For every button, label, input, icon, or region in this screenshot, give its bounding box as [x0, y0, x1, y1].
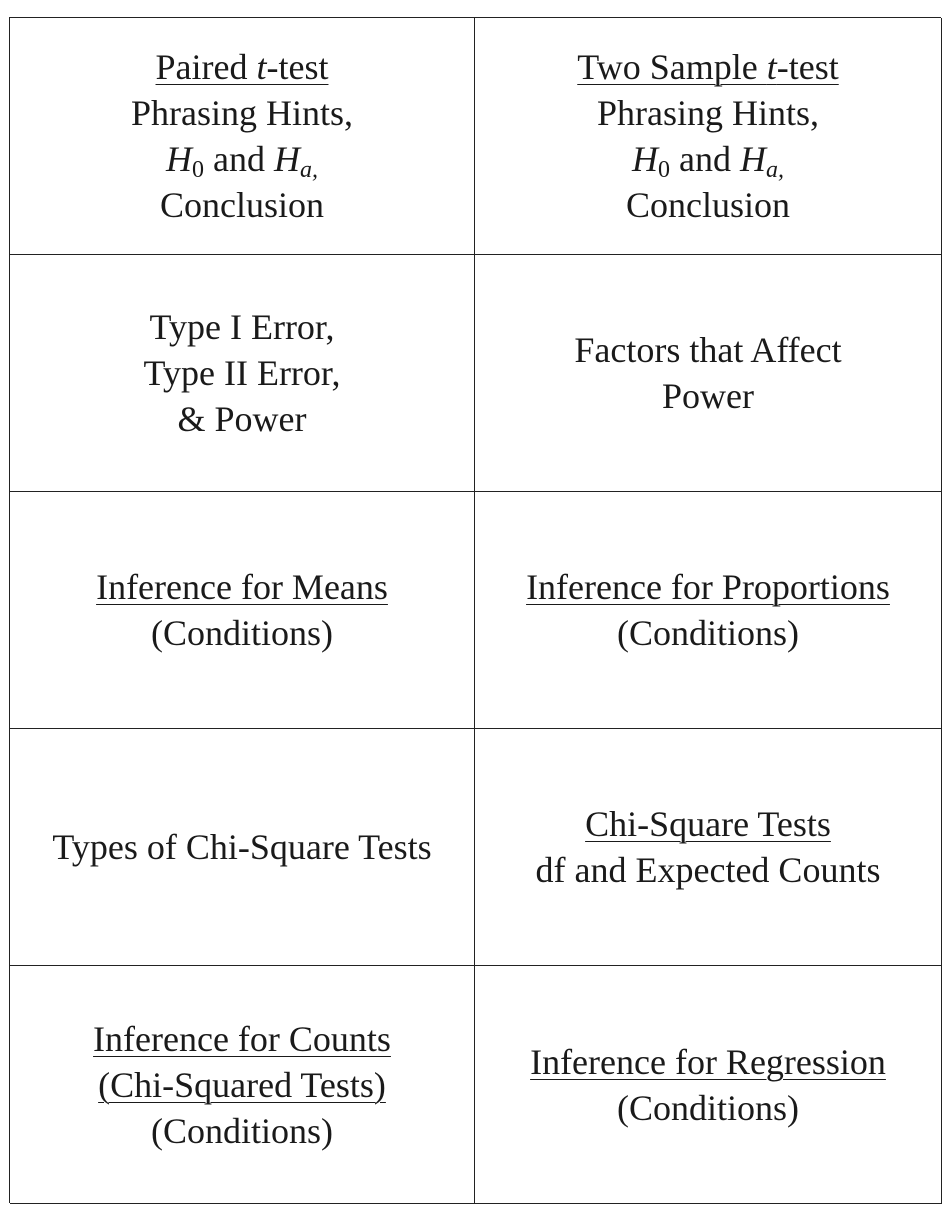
card-title: Inference for Means — [96, 567, 388, 607]
card-line: & Power — [177, 399, 307, 439]
card-line: (Conditions) — [616, 613, 799, 653]
card-inference-counts[interactable] — [10, 966, 475, 1204]
card-line: (Conditions) — [616, 1087, 799, 1128]
card-title: Inference for Counts — [93, 1018, 391, 1059]
card-title: Inference for Proportions — [526, 567, 890, 607]
card-errors-and-power[interactable] — [10, 255, 475, 492]
hypotheses-line: $H_0$ and $H_{a,}$ — [166, 139, 318, 183]
card-line: Factors that Affect — [574, 330, 842, 370]
flashcard-sheet — [9, 17, 941, 1203]
card-power-factors[interactable] — [475, 255, 942, 492]
card-line: Type I Error, — [149, 307, 335, 347]
card-inference-means[interactable] — [10, 492, 475, 729]
card-title: Inference for Regression — [530, 1041, 886, 1082]
card-two-sample-t-test[interactable] — [475, 18, 942, 255]
card-inference-regression[interactable] — [475, 966, 942, 1204]
card-line: Conclusion — [625, 185, 790, 225]
card-line: Conclusion — [159, 185, 324, 225]
card-line: Phrasing Hints, — [596, 93, 819, 133]
card-line: Types of Chi-Square Tests — [52, 827, 432, 867]
hypotheses-line: $H_0$ and $H_{a,}$ — [632, 139, 784, 183]
card-title: Two Sample t-test — [577, 47, 839, 87]
card-inference-proportions[interactable] — [475, 492, 942, 729]
card-line: (Conditions) — [150, 613, 333, 653]
card-title: Chi-Square Tests — [585, 804, 831, 844]
card-title: Paired t-test — [155, 47, 329, 87]
card-line: (Conditions) — [150, 1110, 333, 1151]
card-chi-square-types[interactable] — [10, 729, 475, 966]
card-line: df and Expected Counts — [535, 850, 881, 890]
card-title: (Chi-Squared Tests) — [98, 1064, 386, 1105]
card-line: Phrasing Hints, — [130, 93, 353, 133]
card-paired-t-test[interactable] — [10, 18, 475, 255]
card-chi-square-df[interactable] — [475, 729, 942, 966]
card-line: Power — [662, 376, 754, 416]
card-line: Type II Error, — [143, 353, 341, 393]
